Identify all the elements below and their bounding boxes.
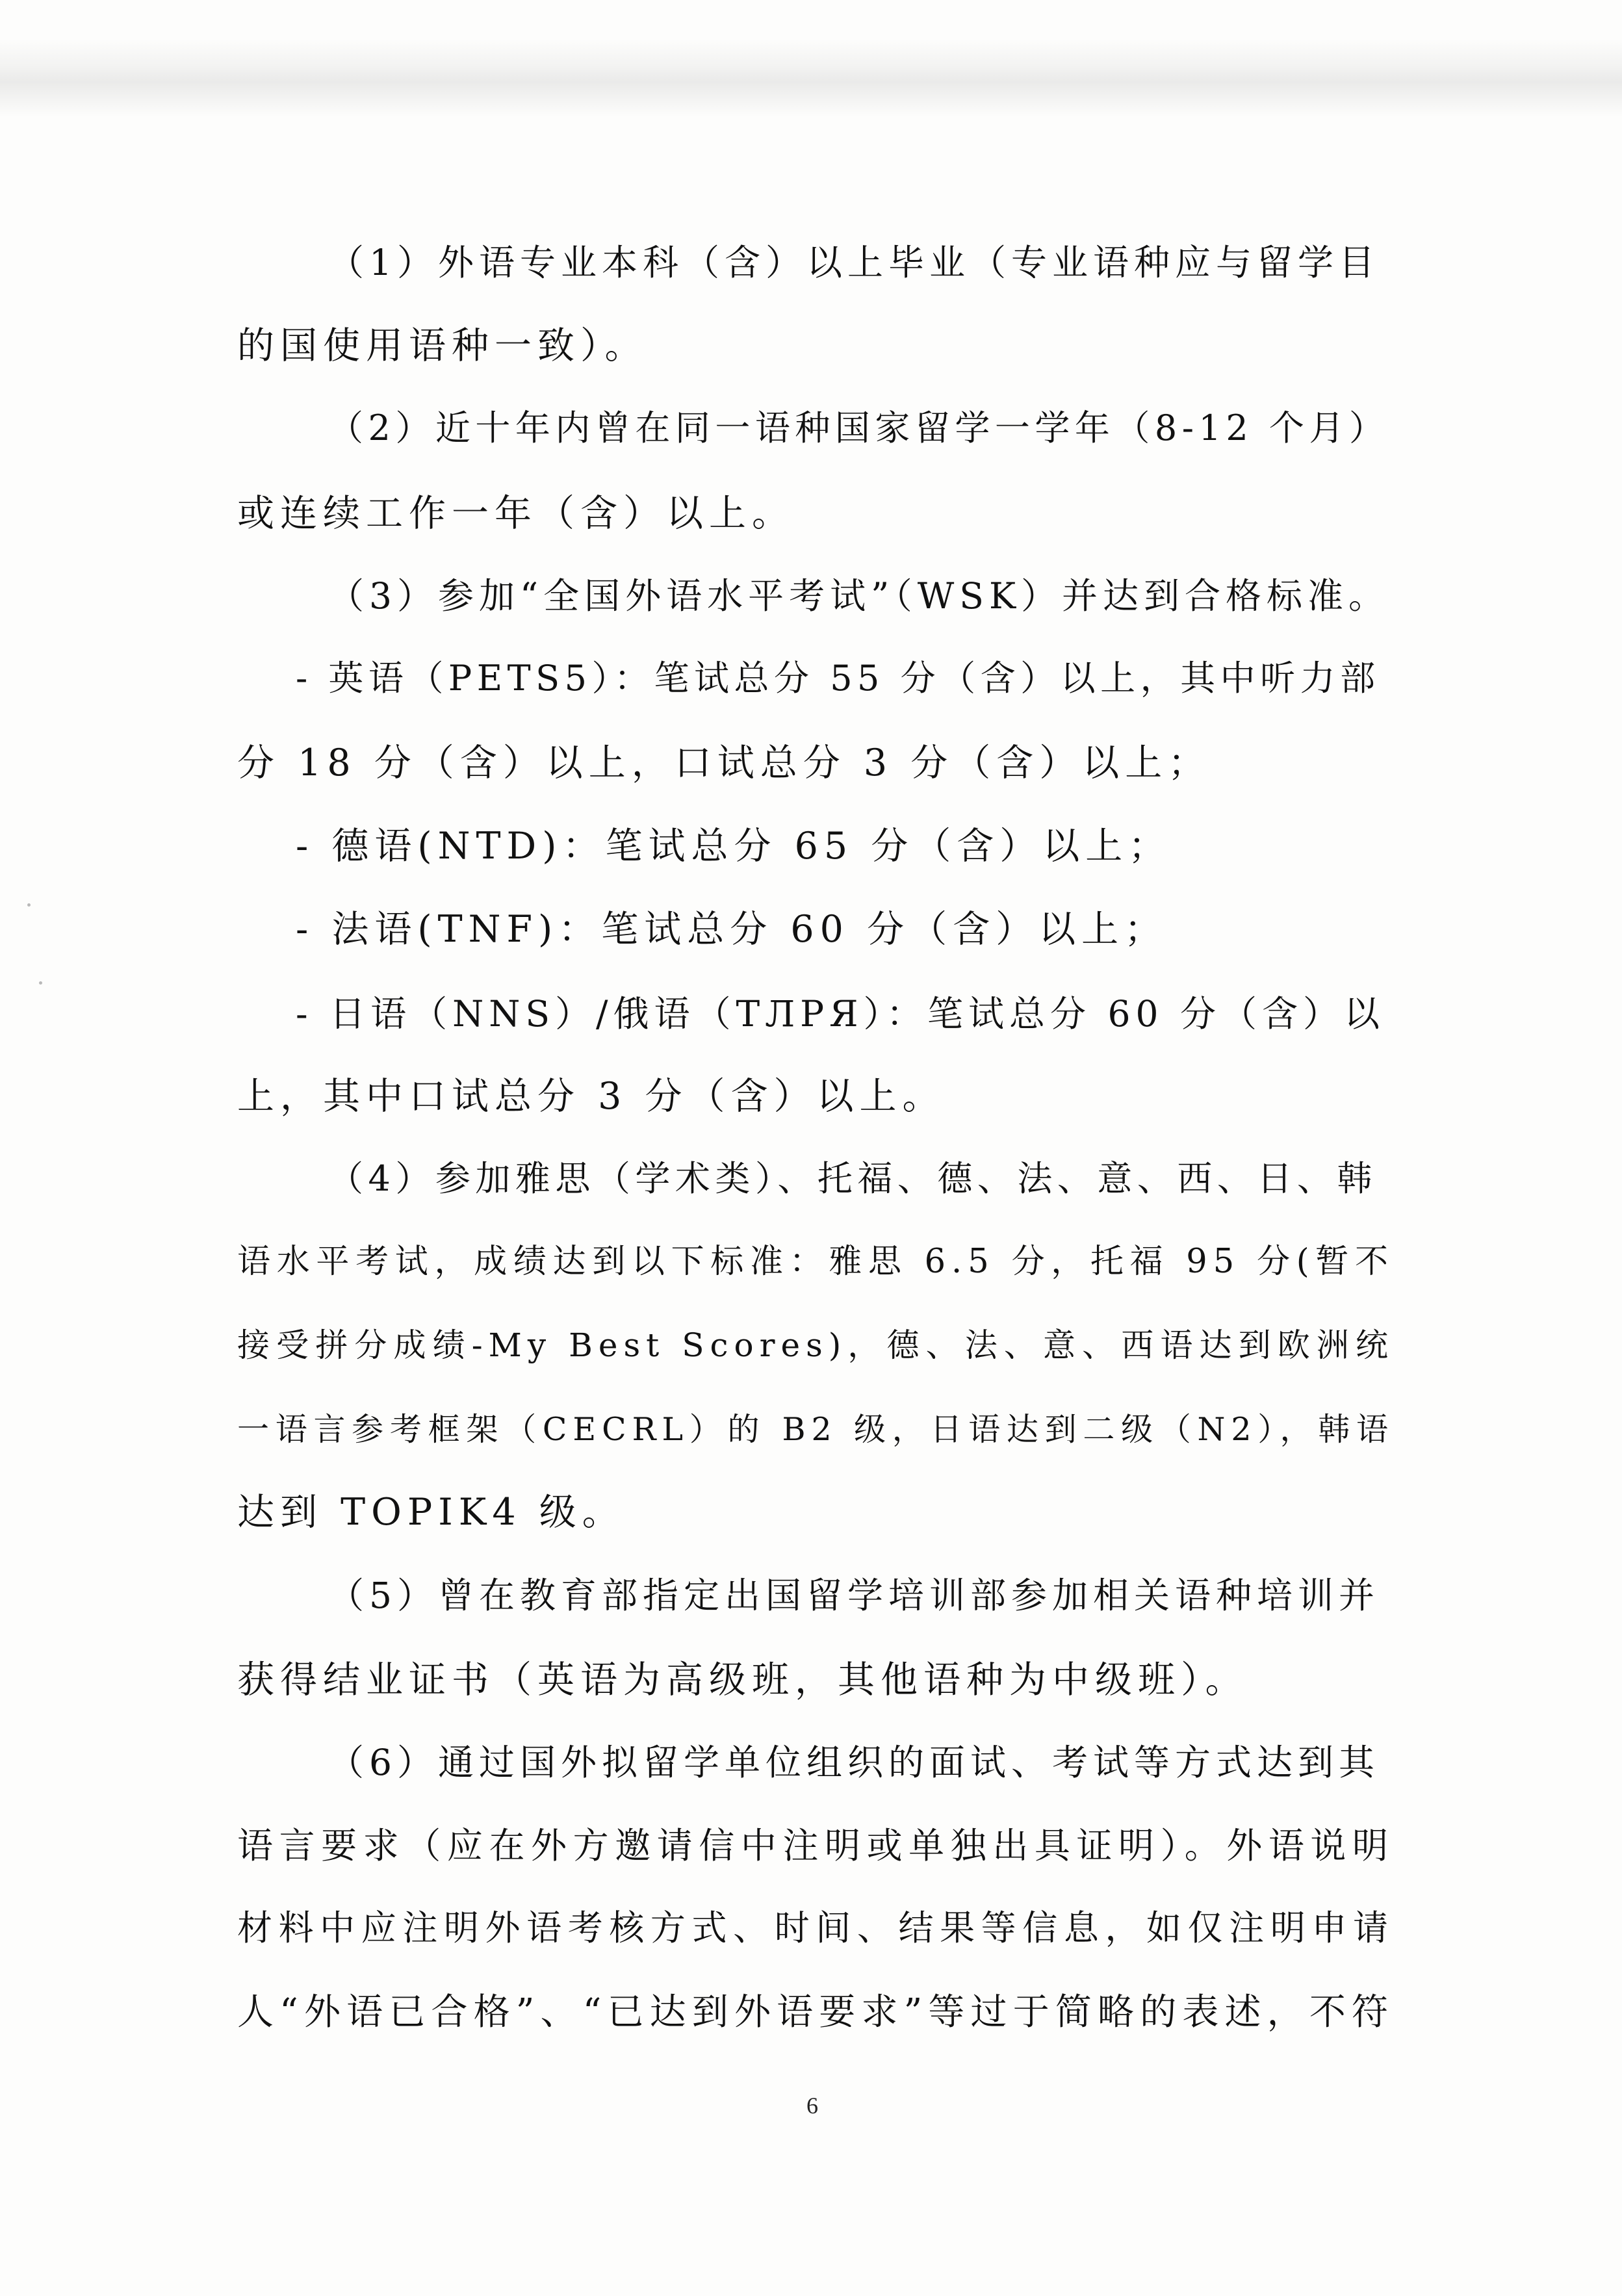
scan-shadow-band — [0, 39, 1622, 117]
scan-speck — [27, 903, 31, 907]
text-line-2: 的国使用语种一致）。 — [237, 324, 648, 367]
scan-speck — [39, 981, 42, 985]
text-line-21: 材料中应注明外语考核方式、时间、结果等信息，如仅注明申请 — [237, 1907, 1394, 1948]
text-line-22: 人“外语已合格”、“已达到外语要求”等过于简略的表述，不符 — [237, 1991, 1394, 2033]
text-line-19: （6）通过国外拟留学单位组织的面试、考试等方式达到其 — [328, 1742, 1380, 1783]
text-line-16: 达到 TOPIK4 级。 — [237, 1491, 625, 1534]
text-line-14: 接受拼分成绩-My Best Scores)，德、法、意、西语达到欧洲统 — [237, 1326, 1394, 1364]
text-line-8: - 德语(NTD)：笔试总分 65 分（含）以上； — [296, 825, 1172, 868]
text-line-15: 一语言参考框架（CECRL）的 B2 级，日语达到二级（N2），韩语 — [237, 1411, 1394, 1448]
text-line-13: 语水平考试，成绩达到以下标准：雅思 6.5 分，托福 95 分(暂不 — [237, 1243, 1394, 1281]
text-line-12: （4）参加雅思（学术类）、托福、德、法、意、西、日、韩 — [328, 1158, 1377, 1199]
text-line-10: - 日语（NNS）/俄语（ТЛРЯ）：笔试总分 60 分（含）以 — [296, 993, 1385, 1035]
text-line-1: （1）外语专业本科（含）以上毕业（专业语种应与留学目 — [328, 242, 1380, 283]
text-line-4: 或连续工作一年（含）以上。 — [237, 492, 795, 535]
text-line-20: 语言要求（应在外方邀请信中注明或单独出具证明）。外语说明 — [237, 1825, 1394, 1866]
text-line-3: （2）近十年内曾在同一语种国家留学一学年（8-12 个月） — [328, 407, 1389, 448]
text-line-7: 分 18 分（含）以上，口试总分 3 分（含）以上； — [237, 742, 1211, 784]
text-line-6: - 英语（PETS5）：笔试总分 55 分（含）以上，其中听力部 — [296, 658, 1380, 699]
text-line-5: （3）参加“全国外语水平考试”（WSK）并达到合格标准。 — [328, 575, 1390, 617]
page-number: 6 — [806, 2093, 818, 2119]
text-line-17: （5）曾在教育部指定出国留学培训部参加相关语种培训并 — [328, 1575, 1380, 1616]
text-line-9: - 法语(TNF)：笔试总分 60 分（含）以上； — [296, 908, 1168, 951]
text-line-11: 上，其中口试总分 3 分（含）以上。 — [237, 1075, 946, 1118]
text-line-18: 获得结业证书（英语为高级班，其他语种为中级班）。 — [237, 1658, 1248, 1701]
